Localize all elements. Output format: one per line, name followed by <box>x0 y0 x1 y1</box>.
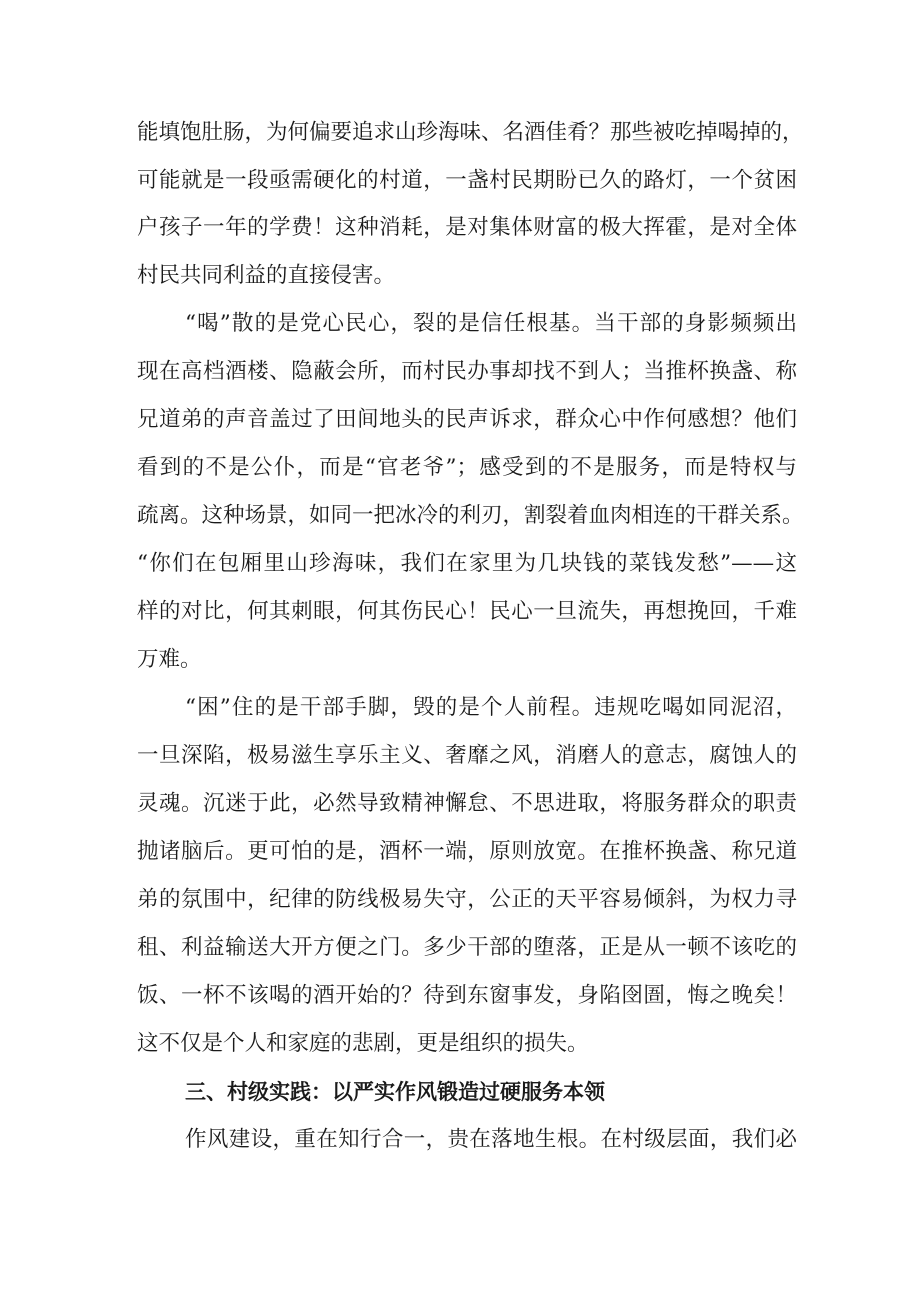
text-line-11: 样的对比，何其刺眼，何其伤民心！民心一旦流失，再想挽回，千难 <box>137 599 797 624</box>
text-line-15: 灵魂。沉迷于此，必然导致精神懈怠、不思进取，将服务群众的职责 <box>137 791 797 816</box>
section-heading: 三、村级实践：以严实作风锻造过硬服务本领 <box>185 1080 605 1104</box>
text-line-5: “喝”散的是党心民心，裂的是信任根基。当干部的身影频频出 <box>185 311 797 336</box>
text-line-20: 这不仅是个人和家庭的悲剧，更是组织的损失。 <box>137 1031 589 1056</box>
text-line-14: 一旦深陷，极易滋生享乐主义、奢靡之风，消磨人的意志，腐蚀人的 <box>137 743 797 768</box>
text-line-16: 抛诸脑后。更可怕的是，酒杯一端，原则放宽。在推杯换盏、称兄道 <box>137 839 797 864</box>
text-line-10: “你们在包厢里山珍海味，我们在家里为几块钱的菜钱发愁”——这 <box>137 551 797 576</box>
text-line-8: 看到的不是公仆，而是“官老爷”；感受到的不是服务，而是特权与 <box>137 455 797 480</box>
text-line-18: 租、利益输送大开方便之门。多少干部的堕落，正是从一顿不该吃的 <box>137 935 797 960</box>
text-line-17: 弟的氛围中，纪律的防线极易失守，公正的天平容易倾斜，为权力寻 <box>137 887 797 912</box>
text-line-1: 能填饱肚肠，为何偏要追求山珍海味、名酒佳肴？那些被吃掉喝掉的， <box>137 120 804 145</box>
text-line-6: 现在高档酒楼、隐蔽会所，而村民办事却找不到人；当推杯换盏、称 <box>137 359 797 384</box>
text-line-19: 饭、一杯不该喝的酒开始的？待到东窗事发，身陷囹圄，悔之晚矣！ <box>137 983 797 1008</box>
text-line-7: 兄道弟的声音盖过了田间地头的民声诉求，群众心中作何感想？他们 <box>137 407 797 432</box>
text-line-9: 疏离。这种场景，如同一把冰冷的利刃，割裂着血肉相连的干群关系。 <box>137 503 804 528</box>
text-line-final: 作风建设，重在知行合一，贵在落地生根。在村级层面，我们必 <box>185 1127 797 1152</box>
text-line-4: 村民共同利益的直接侵害。 <box>137 263 396 288</box>
text-line-3: 户孩子一年的学费！这种消耗，是对集体财富的极大挥霍，是对全体 <box>137 215 797 240</box>
text-line-12: 万难。 <box>137 647 202 672</box>
text-line-2: 可能就是一段亟需硬化的村道，一盏村民期盼已久的路灯，一个贫困 <box>137 168 797 193</box>
text-line-13: “困”住的是干部手脚，毁的是个人前程。违规吃喝如同泥沼， <box>185 695 797 720</box>
